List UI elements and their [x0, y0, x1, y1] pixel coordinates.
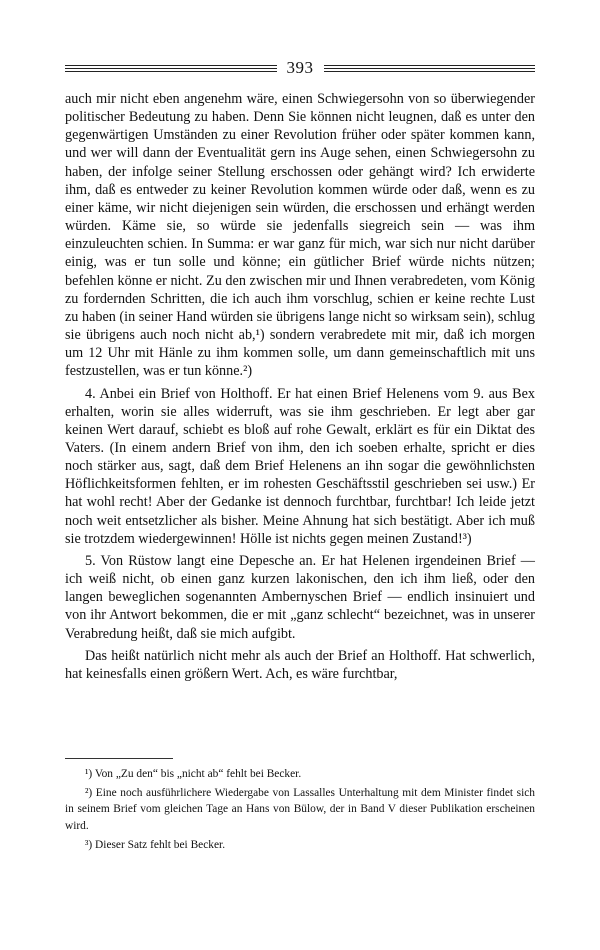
paragraph-closing: Das heißt natürlich nicht mehr als auch der Brief an Holthoff. Hat schwerlich, hat keinesfalls einen größern Wert. Ach, es wäre furchtbar, [65, 647, 535, 682]
footnotes [65, 766, 535, 853]
page-header [65, 55, 535, 81]
header-rule-right [324, 65, 536, 72]
main-text [65, 90, 535, 683]
footnote-1: ¹) Von „Zu den“ bis „nicht ab“ fehlt bei Becker. [85, 768, 302, 780]
footnote-2: ²) Eine noch ausführlichere Wiedergabe von Lassalles Unterhaltung mit dem Minister findet sich in seinem Brief vom gleichen Tage an Hans von Bülow, der in Band V dieser Publikation erscheinen wird. [65, 787, 535, 832]
paragraph-continuation: auch mir nicht eben angenehm wäre, einen Schwiegersohn von so überwiegender politischer Bedeutung zu haben. Denn Sie können nicht leugnen, daß es unter den gegenwärtigen Umständen zu einer Revolution früher oder später kommen kann, und wer will dann der Eventualität gern ins Auge sehen, einen Schwiegersohn zu haben, der infolge seiner Stellung erschossen oder gehängt wird? Ich erwiderte ihm, daß es entweder zu keiner Revolution kommen würde oder daß, wenn es zu einer käme, wir nicht diejenigen sein würden, die erschossen und erhängt werden würden. Käme sie, so würde sie jedenfalls siegreich sein — was ihm einzuleuchten schien. In Summa: er war ganz für mich, war sich nur nicht darüber einig, was er tun solle und könne; ein gütlicher Brief würde nichts nützen; befehlen könne er nicht. Zu den zwischen mir und Ihnen verabredeten, vom König zu fordernden Schritten, die ich auch ihm vorschlug, schien er keine rechte Lust zu haben (in seiner Hand würden sie übrigens lange nicht so wirksam sein), schlug sie übrigens auch noch nicht ab,¹) sondern verabredete mit mir, daß ich morgen um 12 Uhr mit Hänle zu ihm kommen solle, um dann gemeinschaftlich mit uns festzustellen, was er tun könne.²) [65, 91, 535, 380]
footnote-3: ³) Dieser Satz fehlt bei Becker. [85, 838, 226, 851]
footnote-divider [65, 758, 173, 759]
paragraph-item-4: 4. Anbei ein Brief von Holthoff. Er hat einen Brief Helenens vom 9. aus Bex erhalten, worin sie alles widerruft, was sie ihm geschrieben. Er legt aber gar keinen Wert darauf, schiebt es bloß auf rohe Gewalt, erklärt es für ein Diktat des Vaters. (In einem andern Brief von ihm, den ich soeben erhalte, spricht er dies noch stärker aus, sagt, daß dem Brief Helenens an ihn sogar die gewöhnlichsten Höflichkeitsformen fehlten, er im rohesten Geschäftsstil geschrieben sei usw.) Er hat wohl recht! Aber der Gedanke ist dennoch furchtbar, furchtbar! Ich leide jetzt noch weit entsetzlicher als bisher. Meine Ahnung hat sich bestätigt. Aber ich muß sie trotzdem wiedergewinnen! Hölle ist nichts gegen meinen Zustand!³) [65, 385, 535, 547]
paragraph-item-5: 5. Von Rüstow langt eine Depesche an. Er hat Helenen irgendeinen Brief — ich weiß nicht, ob einen ganz kurzen lakonischen, den ich ihm ließ, oder den langen beweglichen sogenannten Ambernyschen Brief — endlich insinuiert und von ihr Antwort bekommen, die er mit „ganz schlecht“ bezeichnet, was in unserer Verabredung heißt, daß sie mich aufgibt. [65, 552, 535, 642]
header-rule-left [65, 65, 277, 72]
page-number: 393 [286, 58, 314, 77]
